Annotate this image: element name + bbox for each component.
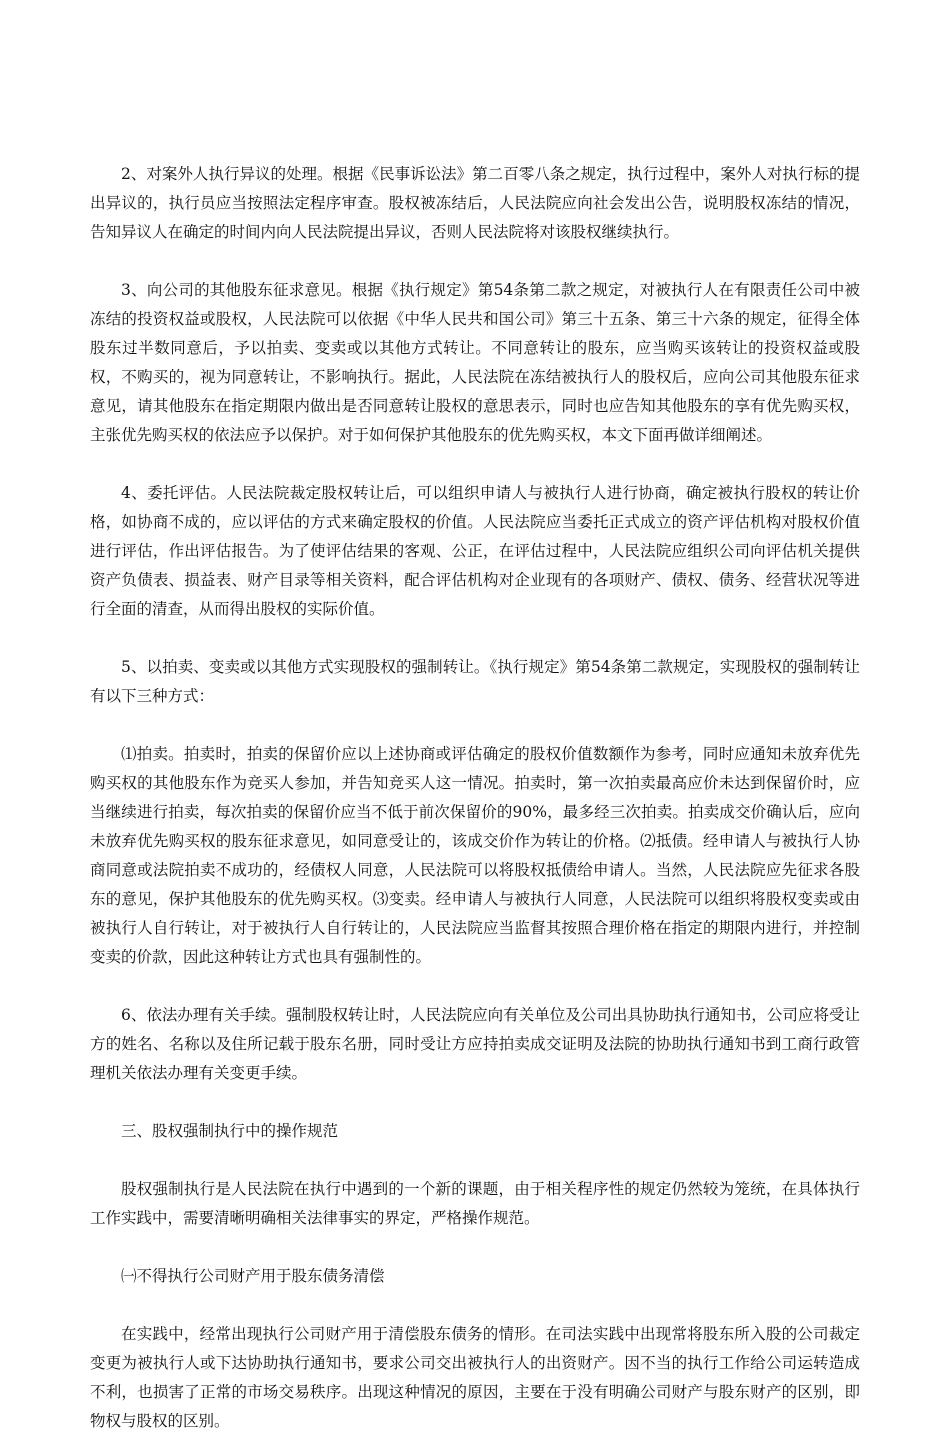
paragraph-entrusted-valuation: 4、委托评估。人民法院裁定股权转让后，可以组织申请人与被执行人进行协商，确定被执行股权的转让价格，如协商不成的，应以评估的方式来确定股权的价值。人民法院应当委托正式成立的资产评估机构对股权价值进行评估，作出评估报告。为了使评估结果的客观、公正，在评估过程中，人民法院应组织公司向评估机关提供资产负债表、损益表、财产目录等相关资料，配合评估机构对企业现有的各项财产、债权、债务、经营状况等进行全面的清查，从而得出股权的实际价值。 (90, 484, 860, 618)
paragraph-forced-transfer: 5、以拍卖、变卖或以其他方式实现股权的强制转让。《执行规定》第54条第二款规定，实现股权的强制转让有以下三种方式： (90, 658, 860, 705)
paragraph-transfer-methods: ⑴拍卖。拍卖时，拍卖的保留价应以上述协商或评估确定的股权价值数额作为参考，同时应通知未放弃优先购买权的其他股东作为竞买人参加，并告知竞买人这一情况。拍卖时，第一次拍卖最高应价未达到保留价时，应当继续进行拍卖，每次拍卖的保留价应当不低于前次保留价的90%，最多经三次拍卖。拍卖成交价确认后，应向未放弃优先购买权的股东征求意见，如同意受让的，该成交价作为转让的价格。⑵抵债。经申请人与被执行人协商同意或法院拍卖不成功的，经债权人同意，人民法院可以将股权抵债给申请人。当然，人民法院应先征求各股东的意见，保护其他股东的优先购买权。⑶变卖。经申请人与被执行人同意，人民法院可以组织将股权变卖或由被执行人自行转让，对于被执行人自行转让的，人民法院应当监督其按照合理价格在指定的期限内进行，并控制变卖的价款，因此这种转让方式也具有强制性的。 (90, 745, 860, 966)
subsection-heading-company-property: ㈠不得执行公司财产用于股东债务清偿 (121, 1267, 385, 1285)
paragraph-consult-shareholders: 3、向公司的其他股东征求意见。根据《执行规定》第54条第二款之规定，对被执行人在有限责任公司中被冻结的投资权益或股权，人民法院可以依据《中华人民共和国公司》第三十五条、第三十六条的规定，征得全体股东过半数同意后，予以拍卖、变卖或以其他方式转让。不同意转让的股东，应当购买该转让的投资权益或股权，不购买的，视为同意转让，不影响执行。据此，人民法院在冻结被执行人的股权后，应向公司其他股东征求意见，请其他股东在指定期限内做出是否同意转让股权的意思表示，同时也应告知其他股东的享有优先购买权，主张优先购买权的依法应予以保护。对于如何保护其他股东的优先购买权，本文下面再做详细阐述。 (90, 281, 860, 444)
paragraph-company-property: 在实践中，经常出现执行公司财产用于清偿股东债务的情形。在司法实践中出现常将股东所入股的公司裁定变更为被执行人或下达协助执行通知书，要求公司交出被执行人的出资财产。因不当的执行工作给公司运转造成不利，也损害了正常的市场交易秩序。出现这种情况的原因，主要在于没有明确公司财产与股东财产的区别，即物权与股权的区别。 (90, 1325, 860, 1430)
paragraph-objection-handling: 2、对案外人执行异议的处理。根据《民事诉讼法》第二百零八条之规定，执行过程中，案外人对执行标的提出异议的，执行员应当按照法定程序审查。股权被冻结后，人民法院应向社会发出公告，说明股权冻结的情况，告知异议人在确定的时间内向人民法院提出异议，否则人民法院将对该股权继续执行。 (90, 165, 860, 241)
paragraph-procedures: 6、依法办理有关手续。强制股权转让时，人民法院应向有关单位及公司出具协助执行通知书，公司应将受让方的姓名、名称以及住所记载于股东名册，同时受让方应持拍卖成交证明及法院的协助执行通知书到工商行政管理机关依法办理有关变更手续。 (90, 1006, 860, 1082)
paragraph-section-intro: 股权强制执行是人民法院在执行中遇到的一个新的课题，由于相关程序性的规定仍然较为笼统，在具体执行工作实践中，需要清晰明确相关法律事实的界定，严格操作规范。 (90, 1180, 860, 1227)
section-heading-operation-norms: 三、股权强制执行中的操作规范 (121, 1122, 339, 1140)
